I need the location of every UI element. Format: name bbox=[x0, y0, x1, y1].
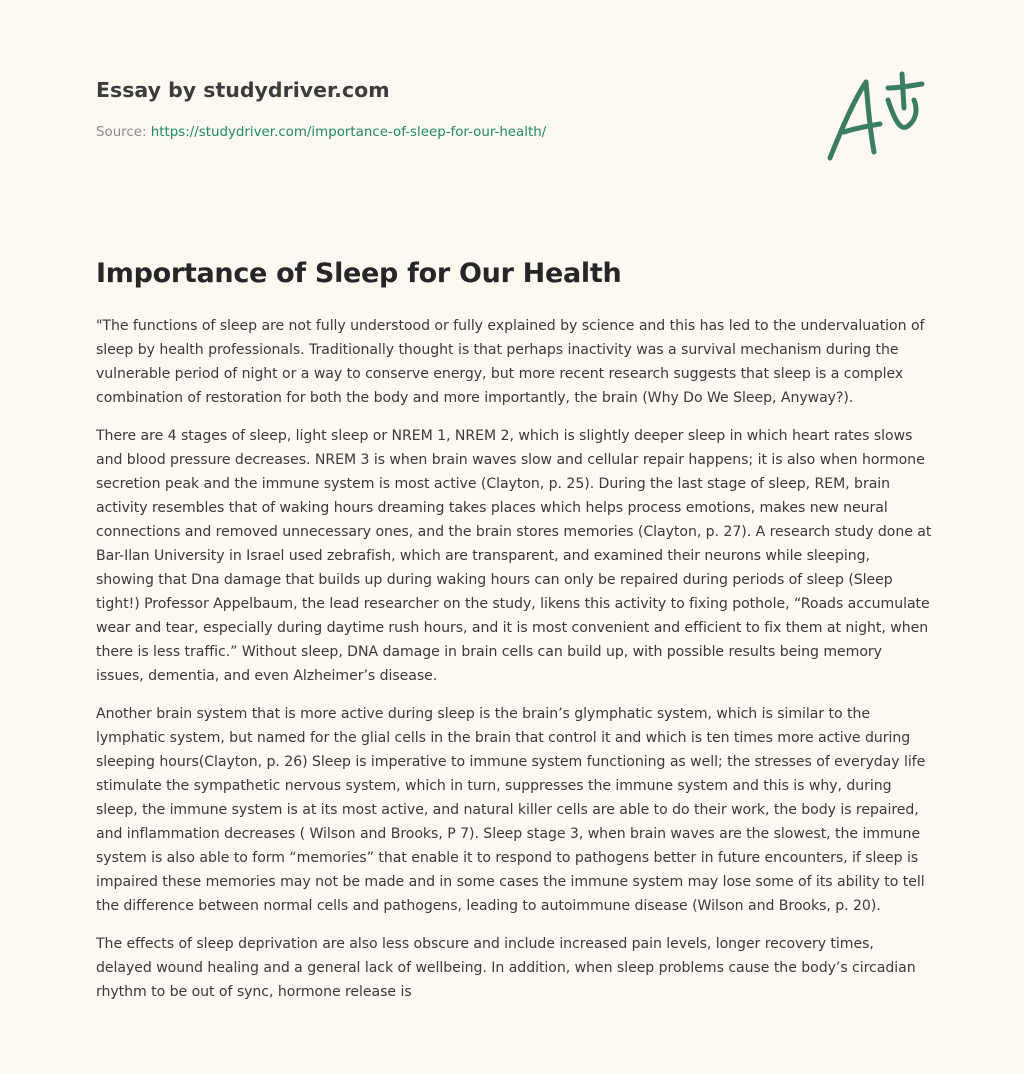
paragraph: The effects of sleep deprivation are also less obscure and include increased pain levels, longer recovery times, delayed wound healing and a general lack of wellbeing. In addition, when sleep problems cause the body’s circadian rhythm to be out of sync, hormone release is bbox=[96, 936, 916, 1000]
brand-title: Essay by studydriver.com bbox=[96, 78, 390, 102]
article-title: Importance of Sleep for Our Health bbox=[96, 258, 622, 289]
essay-header bbox=[96, 76, 796, 143]
source-link[interactable]: https://studydriver.com/importance-of-sleep-for-our-health/ bbox=[150, 125, 547, 140]
paragraph: There are 4 stages of sleep, light sleep or NREM 1, NREM 2, which is slightly deeper sleep in which heart rates slows and blood pressure decreases. NREM 3 is when brain waves slow and cellular repair happens; it is also when hormone secretion peak and the immune system is most active (Clayton, p. 25). During the last stage of sleep, REM, brain activity resembles that of waking hours dreaming takes places which helps process emotions, makes new neural connections and removed unnecessary ones, and the brain stores memories (Clayton, p. 27). A research study done at Bar-Ilan University in Israel used zebrafish, which are transparent, and examined their neurons while sleeping, showing that Dna damage that builds up during waking hours can only be repaired during periods of sleep (Sleep tight!) Professor Appelbaum, the lead researcher on the study, likens this activity to fixing pothole, “Roads accumulate wear and tear, especially during daytime rush hours, and it is most convenient and efficient to fix them at night, when there is less traffic.” Without sleep, DNA damage in brain cells can build up, with possible results being memory issues, dementia, and even Alzheimer’s disease. bbox=[96, 428, 932, 684]
a-plus-logo-icon bbox=[822, 68, 926, 164]
paragraph: Another brain system that is more active during sleep is the brain’s glymphatic system, which is similar to the lymphatic system, but named for the glial cells in the brain that control it and which is ten times more active during sleeping hours(Clayton, p. 26) Sleep is imperative to immune system functioning as well; the stresses of everyday life stimulate the sympathetic nervous system, which in turn, suppresses the immune system and this is why, during sleep, the immune system is at its most active, and natural killer cells are able to do their work, the body is repaired, and inflammation decreases ( Wilson and Brooks, P 7). Sleep stage 3, when brain waves are the slowest, the immune system is also able to form “memories” that enable it to respond to pathogens better in future encounters, if sleep is impaired these memories may not be made and in some cases the immune system may lose some of its ability to tell the difference between normal cells and pathogens, leading to autoimmune disease (Wilson and Brooks, p. 20). bbox=[96, 706, 926, 914]
article-body bbox=[96, 314, 932, 1018]
source-label: Source: bbox=[96, 125, 151, 140]
source-line bbox=[96, 123, 796, 143]
paragraph: "The functions of sleep are not fully understood or fully explained by science and this has led to the undervaluation of sleep by health professionals. Traditionally thought is that perhaps inactivity was a survival mechanism during the vulnerable period of night or a way to conserve energy, but more recent research suggests that sleep is a complex combination of restoration for both the body and more importantly, the brain (Why Do We Sleep, Anyway?). bbox=[96, 318, 925, 406]
